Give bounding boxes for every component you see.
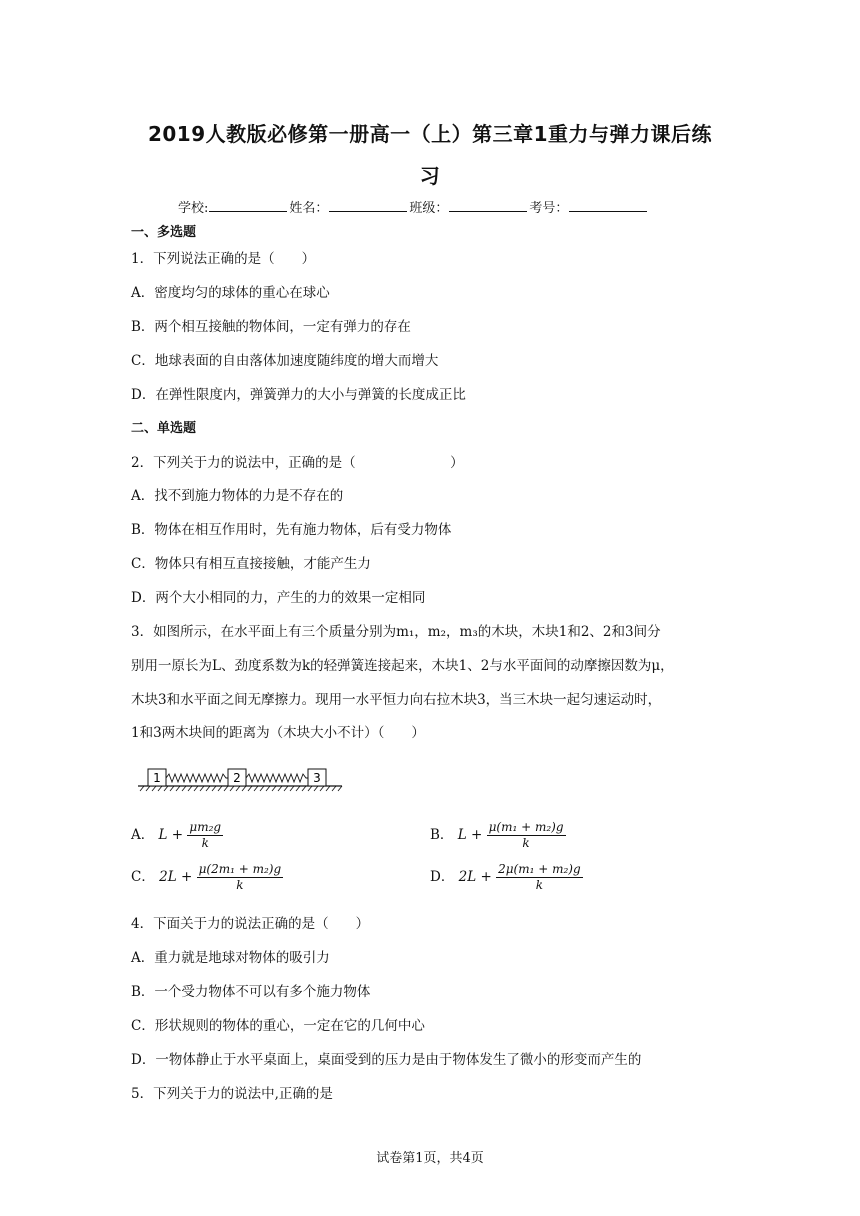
student-info-row xyxy=(178,197,649,216)
q5-stem: 5．下列关于力的说法中,正确的是 xyxy=(131,1086,333,1102)
q3-option-d-prefix: 2L + xyxy=(458,869,492,885)
name-label: 姓名： xyxy=(289,201,329,216)
q3-option-c[interactable] xyxy=(131,862,283,893)
q3-option-c-label: C． xyxy=(131,869,155,885)
school-label: 学校: xyxy=(178,201,209,216)
exam-number-label: 考号： xyxy=(529,201,569,216)
section-single-choice: 二、单选题 xyxy=(131,421,197,436)
q1-stem: 1．下列说法正确的是（ ） xyxy=(131,251,316,267)
block-1-label: 1 xyxy=(153,771,161,785)
q3-option-a-fraction xyxy=(187,820,223,851)
q3-option-b-label: B． xyxy=(430,827,454,843)
q3-option-a[interactable] xyxy=(131,820,223,851)
q3-option-c-numerator: μ(2m₁ + m₂)g xyxy=(198,862,282,876)
school-blank[interactable] xyxy=(209,199,287,212)
q2-option-b[interactable]: B．物体在相互作用时，先有施力物体，后有受力物体 xyxy=(131,522,452,538)
page-title: 2019人教版必修第一册高一（上）第三章1重力与弹力课后练 xyxy=(147,122,713,146)
q3-option-c-denominator: k xyxy=(236,878,244,892)
section-multiple-choice: 一、多选题 xyxy=(131,225,197,240)
q3-option-b-numerator: μ(m₁ + m₂)g xyxy=(488,820,564,834)
q1-option-d[interactable]: D．在弹性限度内，弹簧弹力的大小与弹簧的长度成正比 xyxy=(131,387,466,403)
q4-option-d[interactable]: D．一物体静止于水平桌面上，桌面受到的压力是由于物体发生了微小的形变而产生的 xyxy=(131,1052,642,1068)
q3-stem-line-2: 别用一原长为L、劲度系数为k的轻弹簧连接起来，木块1、2与水平面间的动摩擦因数为μ， xyxy=(131,658,674,674)
q3-option-a-numerator: μm₂g xyxy=(189,820,222,834)
q2-stem: 2．下列关于力的说法中，正确的是（ ） xyxy=(131,455,464,471)
q4-option-c[interactable]: C．形状规则的物体的重心，一定在它的几何中心 xyxy=(131,1018,425,1034)
q3-option-b-prefix: L + xyxy=(457,827,483,843)
q3-option-c-fraction xyxy=(197,862,284,893)
q3-option-b-denominator: k xyxy=(522,836,530,850)
q2-option-a[interactable]: A．找不到施力物体的力是不存在的 xyxy=(131,488,344,504)
q4-option-a[interactable]: A．重力就是地球对物体的吸引力 xyxy=(131,950,330,966)
q3-option-c-prefix: 2L + xyxy=(159,869,193,885)
spring-2 xyxy=(246,774,308,782)
q1-option-a[interactable]: A．密度均匀的球体的重心在球心 xyxy=(131,285,330,301)
page-footer: 试卷第1页，共4页 xyxy=(376,1151,484,1166)
spring-1 xyxy=(166,774,228,782)
exam-number-blank[interactable] xyxy=(569,199,647,212)
q3-option-a-label: A． xyxy=(131,827,155,843)
q3-stem-line-1: 3．如图所示，在水平面上有三个质量分别为m₁，m₂，m₃的木块，木块1和2、2和3间分 xyxy=(131,624,661,640)
q3-option-b-fraction xyxy=(487,820,566,851)
q4-stem: 4．下面关于力的说法正确的是（ ） xyxy=(131,916,370,932)
q4-option-b[interactable]: B．一个受力物体不可以有多个施力物体 xyxy=(131,984,371,1000)
q1-option-c[interactable]: C．地球表面的自由落体加速度随纬度的增大而增大 xyxy=(131,353,439,369)
ground-hatching xyxy=(140,786,342,791)
q3-option-a-denominator: k xyxy=(201,836,209,850)
q3-option-d-denominator: k xyxy=(535,878,543,892)
q3-stem-line-3: 木块3和水平面之间无摩擦力。现用一水平恒力向右拉木块3，当三木块一起匀速运动时， xyxy=(131,692,662,708)
q3-option-d-label: D． xyxy=(430,869,455,885)
q3-stem-line-4: 1和3两木块间的距离为（木块大小不计）（ ） xyxy=(131,725,425,741)
page-title-continued: 习 xyxy=(419,164,441,188)
q1-option-b[interactable]: B．两个相互接触的物体间，一定有弹力的存在 xyxy=(131,319,411,335)
q3-option-a-prefix: L + xyxy=(158,827,184,843)
class-blank[interactable] xyxy=(449,199,527,212)
q3-option-d-fraction xyxy=(496,862,583,893)
q3-option-b[interactable] xyxy=(430,820,566,851)
q2-option-d[interactable]: D．两个大小相同的力，产生的力的效果一定相同 xyxy=(131,590,426,606)
q3-option-d[interactable] xyxy=(430,862,583,893)
q3-option-d-numerator: 2μ(m₁ + m₂)g xyxy=(498,862,581,876)
block-2-label: 2 xyxy=(233,771,241,785)
block-3-label: 3 xyxy=(313,771,321,785)
name-blank[interactable] xyxy=(329,199,407,212)
spring-blocks-diagram xyxy=(136,764,346,794)
class-label: 班级： xyxy=(409,201,449,216)
q2-option-c[interactable]: C．物体只有相互直接接触，才能产生力 xyxy=(131,556,371,572)
